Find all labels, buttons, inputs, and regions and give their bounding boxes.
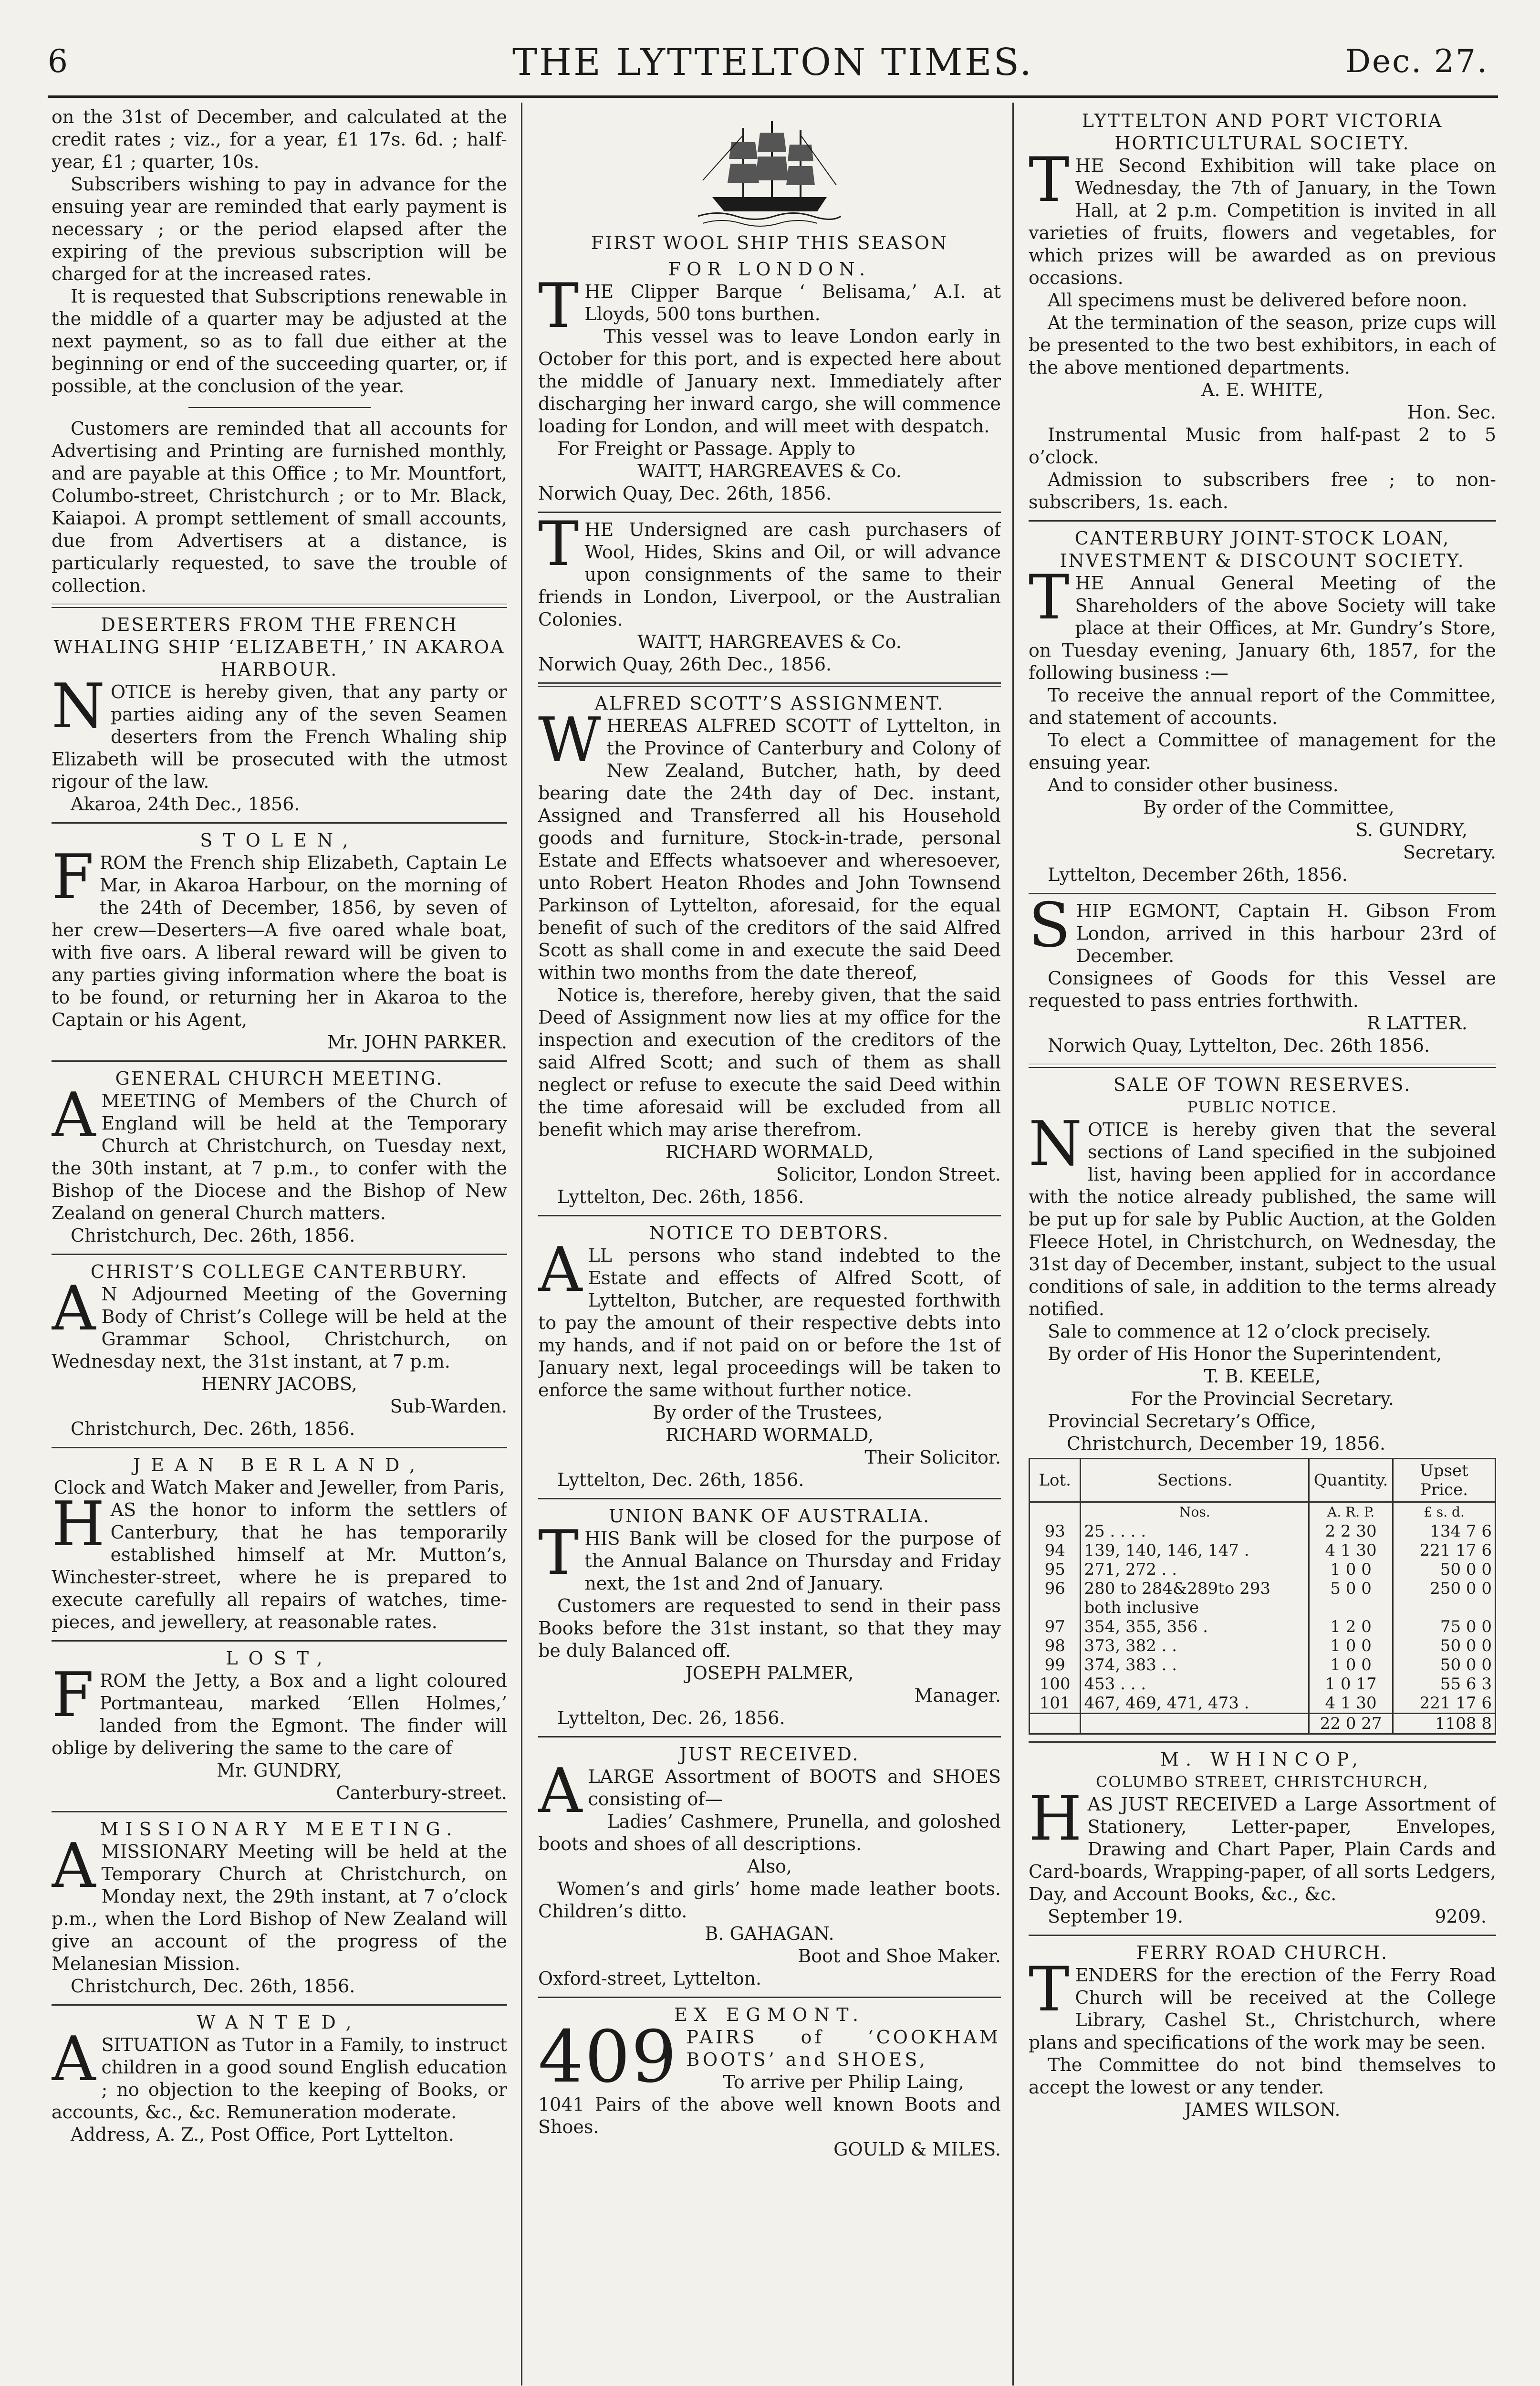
- table-cell: 1 0 0: [1309, 1636, 1393, 1655]
- table-row: [1030, 1579, 1496, 1617]
- ad-date-text: September 19.: [1048, 1906, 1184, 1927]
- ad-signature: JOSEPH PALMER,: [685, 1663, 854, 1684]
- table-cell: [1030, 1502, 1081, 1522]
- table-cell: 50 0 0: [1393, 1560, 1496, 1579]
- table-cell: 4 1 30: [1309, 1694, 1393, 1714]
- ad-body: HE Annual General Meeting of the Shareholders of the above Society will take place at their Offices, at Mr. Gundry’s Store, on Tuesday evening, January 6th, 1857, for the following business :—: [1029, 573, 1496, 683]
- table-row: [1030, 1617, 1496, 1636]
- table-cell: 5 0 0: [1309, 1579, 1393, 1617]
- ad-role: Manager.: [914, 1685, 1001, 1706]
- ad-body: HE Clipper Barque ‘ Belisama,’ A.I. at Lloyds, 500 tons burthen.: [584, 281, 1001, 324]
- ad-body: PAIRS of ‘COOKHAM BOOTS’ and SHOES,: [686, 2027, 1001, 2070]
- divider: [538, 512, 1001, 513]
- ad-heading: LYTTELTON AND PORT VICTORIA HORTICULTURAL SOCIETY.: [1082, 110, 1443, 154]
- masthead-rule: [48, 95, 1498, 98]
- horticultural-ad: [1029, 110, 1496, 513]
- ad-signature: WAITT, HARGREAVES & Co.: [637, 631, 902, 652]
- drop-cap: T: [1029, 145, 1070, 216]
- table-cell: 134 7 6: [1393, 1522, 1496, 1541]
- deserters-ad: [52, 614, 507, 816]
- ship-egmont-ad: [1029, 890, 1496, 1057]
- ferry-road-ad: [1029, 1942, 1496, 2121]
- table-cell: Nos.: [1081, 1502, 1309, 1522]
- wool-ship-ad: [538, 109, 1001, 505]
- ad-place: Christchurch, Dec. 26th, 1856.: [71, 1976, 355, 1997]
- ad-body: Admission to subscribers free ; to non-subscribers, 1s. each.: [1029, 469, 1496, 513]
- stolen-ad: [52, 829, 507, 1054]
- table-cell: 100: [1030, 1674, 1081, 1694]
- ad-heading: DESERTERS FROM THE FRENCH WHALING SHIP ‘ELIZABETH,’ IN AKAROA HARBOUR.: [53, 614, 505, 680]
- table-cell: 95: [1030, 1560, 1081, 1579]
- column-2: [538, 106, 1001, 2386]
- table-cell: £ s. d.: [1393, 1502, 1496, 1522]
- table-cell: A. R. P.: [1309, 1502, 1393, 1522]
- drop-cap: A: [52, 1273, 96, 1344]
- ad-body: HIP EGMONT, Captain H. Gibson From London, arrived in this harbour 23rd of December.: [1076, 900, 1496, 966]
- ad-body: ROM the French ship Elizabeth, Captain Le Mar, in Akaroa Harbour, on the morning of the 24th of December, 1856, by seven of her crew—Deserters—A five oared whale boat, with five oars. A liberal reward will be given to any parties giving information where the boat is to be found, or returning her in Akaroa to the Captain or his Agent,: [52, 852, 507, 1030]
- ad-place: Akaroa, 24th Dec., 1856.: [71, 794, 300, 815]
- ad-body: MEETING of Members of the Church of England will be held at the Temporary Church at Christchurch, on Tuesday next, the 30th instant, at 7 p.m., to confer with the Bishop of the Diocese and the Bishop of New Zealand on general Church matters.: [52, 1090, 507, 1224]
- ad-heading: EX EGMONT.: [674, 2004, 865, 2025]
- table-cell: 280 to 284&289to 293 both inclusive: [1081, 1579, 1309, 1617]
- column-3: [1029, 106, 1496, 2386]
- ad-body: LL persons who stand indebted to the Estate and effects of Alfred Scott, of Lyttelton, Butcher, are requested forthwith to pay the amount of their respective debts into my hands, and if not paid on or before the 1st of January next, legal proceedings will be taken to enforce the same without further notice.: [538, 1245, 1001, 1401]
- scott-assignment-ad: [538, 692, 1001, 1208]
- table-total-row: [1030, 1714, 1496, 1734]
- ad-body: To arrive per Philip Laing,: [723, 2072, 964, 2093]
- debtors-ad: [538, 1222, 1001, 1491]
- ad-address: Address, A. Z., Post Office, Port Lyttelton.: [71, 2124, 454, 2145]
- table-row: [1030, 1522, 1496, 1541]
- table-row: [1030, 1636, 1496, 1655]
- divider: [538, 1498, 1001, 1499]
- ad-body: At the termination of the season, prize cups will be presented to the two best exhibitors, in each of the above mentioned departments.: [1029, 312, 1496, 378]
- table-cell: 221 17 6: [1393, 1694, 1496, 1714]
- table-cell: 1 0 17: [1309, 1674, 1393, 1694]
- table-cell: 50 0 0: [1393, 1655, 1496, 1674]
- ad-heading: CHRIST’S COLLEGE CANTERBURY.: [90, 1261, 468, 1282]
- wool-buyers-ad: [538, 509, 1001, 676]
- ad-body: HIS Bank will be closed for the purpose of the Annual Balance on Thursday and Friday next, the 1st and 2nd of January.: [584, 1528, 1001, 1594]
- ad-signature: HENRY JACOBS,: [201, 1373, 357, 1394]
- ad-body: Sale to commence at 12 o’clock precisely.: [1048, 1321, 1431, 1342]
- page-title: THE LYTTELTON TIMES.: [512, 41, 1034, 84]
- ad-body: This vessel was to leave London early in October for this port, and is expected here about the middle of January next. Immediately after discharging her inward cargo, she will commence loading for London, and will meet with despatch.: [538, 326, 1001, 437]
- table-cell: 453 . . .: [1081, 1674, 1309, 1694]
- table-cell: 2 2 30: [1309, 1522, 1393, 1541]
- ad-body: The Committee do not bind themselves to accept the lowest or any tender.: [1029, 2054, 1496, 2098]
- column-header: Upset Price.: [1393, 1459, 1496, 1502]
- ad-place: Lyttelton, Dec. 26, 1856.: [557, 1707, 785, 1728]
- divider: [1029, 520, 1496, 522]
- ad-role: For the Provincial Secretary.: [1131, 1388, 1394, 1409]
- ad-body: ROM the Jetty, a Box and a light coloured Portmanteau, marked ‘Ellen Holmes,’ landed from the Egmont. The finder will oblige by delivering the same to the care of: [52, 1670, 507, 1758]
- divider: [52, 1447, 507, 1448]
- ad-body: HEREAS ALFRED SCOTT of Lyttelton, in the Province of Canterbury and Colony of New Zealand, Butcher, hath, by deed bearing date the 24th day of Dec. instant, Assigned and Transferred all his Household goods and furniture, Stock-in-trade, personal Estate and Effects whatsoever and wheresoever, unto Robert Heaton Rhodes and John Townsend Parkinson of Lyttelton, aforesaid, for the equal benefit of such of the creditors of the said Alfred Scott as shall come in and execute the said Deed within two months from the date thereof,: [538, 715, 1001, 983]
- ad-heading: JUST RECEIVED.: [679, 1744, 860, 1765]
- ad-place: Norwich Quay, 26th Dec., 1856.: [538, 654, 832, 675]
- ad-heading: MISSIONARY MEETING.: [100, 1819, 459, 1840]
- table-cell: 96: [1030, 1579, 1081, 1617]
- ad-date: [1029, 1905, 1496, 1928]
- ad-role: Their Solicitor.: [864, 1447, 1001, 1468]
- ad-signature: Mr. JOHN PARKER.: [327, 1032, 507, 1053]
- divider: [1029, 1064, 1496, 1068]
- ad-place: Christchurch, December 19, 1856.: [1067, 1433, 1386, 1454]
- table-cell: 271, 272 . .: [1081, 1560, 1309, 1579]
- divider: [538, 1215, 1001, 1216]
- divider: [1029, 1741, 1496, 1743]
- ad-heading: CANTERBURY JOINT-STOCK LOAN, INVESTMENT & DISCOUNT SOCIETY.: [1060, 528, 1465, 571]
- drop-cap: W: [538, 705, 601, 776]
- ad-body: AS the honor to inform the settlers of Canterbury, that he has temporarily established himself at Mr. Mutton’s, Winchester-street, where he is prepared to execute carefully all repairs of watches, time-pieces, and jewellery, at reasonable rates.: [52, 1499, 507, 1633]
- drop-cap: F: [52, 842, 94, 913]
- town-reserves-ad: [1029, 1074, 1496, 1735]
- loan-society-ad: [1029, 527, 1496, 886]
- ad-body: Notice is, therefore, hereby given, that the said Deed of Assignment now lies at my office for the inspection and execution of the creditors of the said Alfred Scott; and such of them as shall neglect or refuse to execute the said Deed within the time aforesaid will be excluded from all benefit which may arise therefrom.: [538, 984, 1001, 1140]
- drop-cap: T: [1029, 562, 1070, 633]
- divider: [1029, 893, 1496, 894]
- drop-cap: A: [52, 1831, 96, 1902]
- ad-body: Consignees of Goods for this Vessel are requested to pass entries forthwith.: [1029, 968, 1496, 1011]
- terms-paragraph: Subscribers wishing to pay in advance for the ensuing year are reminded that early payment is necessary ; or the period elapsed after the expiring of the previous subscription will be charged for at the increased rates.: [52, 174, 507, 284]
- divider: [1029, 1935, 1496, 1936]
- ad-heading: M. WHINCOP,: [1160, 1749, 1364, 1770]
- drop-cap: A: [52, 2024, 96, 2095]
- table-row: [1030, 1560, 1496, 1579]
- table-cell: 221 17 6: [1393, 1541, 1496, 1560]
- ad-order: By order of the Committee,: [1143, 797, 1394, 818]
- table-cell: [1030, 1714, 1081, 1734]
- ad-order: By order of His Honor the Superintendent,: [1048, 1343, 1442, 1364]
- column-header: Quantity.: [1309, 1459, 1393, 1502]
- ad-place: Lyttelton, Dec. 26th, 1856.: [557, 1469, 804, 1490]
- table-cell: 354, 355, 356 .: [1081, 1617, 1309, 1636]
- table-cell: 374, 383 . .: [1081, 1655, 1309, 1674]
- column-rule: [521, 103, 522, 2386]
- masthead: [48, 38, 1498, 91]
- agenda-item: And to consider other business.: [1048, 774, 1339, 795]
- terms-paragraph: It is requested that Subscriptions renewable in the middle of a quarter may be adjusted at the next payment, so as to fall due either at the beginning or end of the succeeding quarter, or, if possible, at the conclusion of the year.: [52, 286, 507, 397]
- ad-signature: GOULD & MILES.: [833, 2139, 1001, 2160]
- missionary-ad: [52, 1818, 507, 1998]
- ad-place: Canterbury-street.: [336, 1782, 507, 1803]
- ad-subheading: PUBLIC NOTICE.: [1187, 1098, 1338, 1116]
- ad-heading: UNION BANK OF AUSTRALIA.: [608, 1506, 931, 1527]
- table-cell: 373, 382 . .: [1081, 1636, 1309, 1655]
- table-cell: 139, 140, 146, 147 .: [1081, 1541, 1309, 1560]
- divider: [52, 604, 507, 608]
- ad-body: Ladies’ Cashmere, Prunella, and goloshed boots and shoes of all descriptions.: [538, 1811, 1001, 1854]
- ad-signature: JAMES WILSON.: [1184, 2099, 1341, 2120]
- ad-signature: Mr. GUNDRY,: [217, 1760, 342, 1781]
- divider: [52, 1811, 507, 1812]
- table-cell: 22 0 27: [1309, 1714, 1393, 1734]
- ad-body: 1041 Pairs of the above well known Boots and Shoes.: [538, 2094, 1001, 2137]
- church-meeting-ad: [52, 1067, 507, 1247]
- table-row: [1030, 1694, 1496, 1714]
- ad-office: Provincial Secretary’s Office,: [1048, 1411, 1316, 1432]
- table-cell: 101: [1030, 1694, 1081, 1714]
- table-row: [1030, 1674, 1496, 1694]
- table-cell: 75 0 0: [1393, 1617, 1496, 1636]
- ad-heading: SALE OF TOWN RESERVES.: [1113, 1074, 1412, 1095]
- drop-cap: T: [538, 1517, 579, 1589]
- drop-cap: H: [1029, 1783, 1082, 1854]
- ad-body: MISSIONARY Meeting will be held at the Temporary Church at Christchurch, on Monday next, the 29th instant, at 7 o’clock p.m., when the Lord Bishop of New Zealand will give an account of the progress of the Melanesian Mission.: [52, 1841, 507, 1974]
- subscription-terms: [52, 106, 507, 398]
- ad-body: All specimens must be delivered before noon.: [1048, 290, 1467, 311]
- drop-cap: N: [52, 671, 105, 742]
- ad-heading: FIRST WOOL SHIP THIS SEASON: [591, 232, 948, 253]
- ad-body: Customers are requested to send in their pass Books before the 31st instant, so that they may be duly Balanced off.: [538, 1595, 1001, 1661]
- ad-heading: FERRY ROAD CHURCH.: [1136, 1942, 1389, 1963]
- divider: [52, 1640, 507, 1642]
- divider: [538, 682, 1001, 687]
- table-cell: 94: [1030, 1541, 1081, 1560]
- table-cell: 97: [1030, 1617, 1081, 1636]
- ad-subheading: COLUMBO STREET, CHRISTCHURCH,: [1096, 1773, 1429, 1791]
- wanted-ad: [52, 2011, 507, 2146]
- berland-ad: [52, 1454, 507, 1633]
- divider: [538, 1997, 1001, 1998]
- lost-ad: [52, 1647, 507, 1804]
- whincop-ad: [1029, 1748, 1496, 1928]
- divider: [188, 407, 371, 408]
- table-header-row: [1030, 1459, 1496, 1502]
- ad-role: Boot and Shoe Maker.: [798, 1946, 1001, 1967]
- drop-cap: T: [538, 509, 579, 580]
- ad-heading: ALFRED SCOTT’S ASSIGNMENT.: [594, 693, 945, 714]
- ad-place: Christchurch, Dec. 26th, 1856.: [71, 1418, 355, 1439]
- ad-subheading: Clock and Watch Maker and Jeweller, from Paris,: [53, 1477, 505, 1498]
- divider: [52, 1254, 507, 1255]
- divider: [52, 822, 507, 824]
- table-row: [1030, 1655, 1496, 1674]
- ad-signature: S. GUNDRY,: [1355, 819, 1467, 840]
- ad-body: OTICE is hereby given that the several sections of Land specified in the subjoined list, having been applied for in accordance with the notice already published, the same will be put up for sale by Public Auction, at the Golden Fleece Hotel, in Christchurch, on Wednesday, the 31st day of December, instant, subject to the usual conditions of sale, in addition to the terms already notified.: [1029, 1119, 1496, 1319]
- table-cell: 1 0 0: [1309, 1560, 1393, 1579]
- ad-body: LARGE Assortment of BOOTS and SHOES consisting of—: [588, 1766, 1001, 1810]
- ad-role: Sub-Warden.: [390, 1396, 507, 1417]
- ad-signature: A. E. WHITE,: [1201, 379, 1323, 400]
- drop-cap: S: [1029, 890, 1071, 961]
- table-cell: 250 0 0: [1393, 1579, 1496, 1617]
- ad-order: By order of the Trustees,: [653, 1402, 883, 1423]
- ad-signature: RICHARD WORMALD,: [665, 1424, 874, 1445]
- table-row: [1030, 1541, 1496, 1560]
- column-1: [52, 106, 507, 2386]
- drop-cap: A: [538, 1756, 583, 1827]
- ad-body: Instrumental Music from half-past 2 to 5 o’clock.: [1029, 424, 1496, 468]
- ad-place: Norwich Quay, Dec. 26th, 1856.: [538, 483, 832, 504]
- drop-cap: T: [538, 271, 579, 342]
- ad-place: Lyttelton, December 26th, 1856.: [1048, 864, 1348, 885]
- ad-body: Women’s and girls’ home made leather boots. Children’s ditto.: [538, 1878, 1001, 1922]
- ad-signature: WAITT, HARGREAVES & Co.: [637, 460, 902, 481]
- table-subheader-row: [1030, 1502, 1496, 1522]
- agenda-item: To receive the annual report of the Committee, and statement of accounts.: [1029, 685, 1496, 728]
- ad-role: Hon. Sec.: [1407, 402, 1496, 423]
- drop-cap: A: [52, 1080, 96, 1151]
- table-cell: 4 1 30: [1309, 1541, 1393, 1560]
- ad-role: Solicitor, London Street.: [776, 1164, 1001, 1185]
- customers-notice: Customers are reminded that all accounts for Advertising and Printing are furnished monthly, and are payable at this Office ; to Mr. Mountfort, Columbo-street, Christchurch ; or to Mr. Black, Kaiapoi. A prompt settlement of small accounts, due from Advertisers at a distance, is particularly requested, to save the trouble of collection.: [52, 418, 507, 596]
- divider: [52, 1060, 507, 1062]
- drop-cap: A: [538, 1235, 583, 1306]
- sailing-ship-icon: [698, 109, 841, 228]
- drop-cap: H: [52, 1489, 105, 1560]
- ad-signature: R LATTER.: [1366, 1013, 1467, 1034]
- drop-cap: N: [1029, 1109, 1082, 1180]
- page-number: 6: [48, 43, 68, 80]
- table-cell: 98: [1030, 1636, 1081, 1655]
- ad-body: HE Second Exhibition will take place on Wednesday, the 7th of January, in the Town Hall, at 2 p.m. Competition is invited in all varieties of fruits, flowers and vegetables, for which prizes will be awarded as on previous occasions.: [1029, 155, 1496, 288]
- ad-body: ENDERS for the erection of the Ferry Road Church will be received at the College Library, Cashel St., Christchurch, where plans and specifications of the work may be seen.: [1029, 1965, 1496, 2053]
- column-rule: [1012, 103, 1014, 2386]
- ad-apply: For Freight or Passage. Apply to: [557, 438, 855, 459]
- table-cell: 50 0 0: [1393, 1636, 1496, 1655]
- issue-date: Dec. 27.: [1345, 43, 1488, 80]
- table-cell: 99: [1030, 1655, 1081, 1674]
- drop-cap: F: [52, 1660, 94, 1731]
- ad-signature: T. B. KEELE,: [1204, 1366, 1321, 1387]
- ad-also: Also,: [747, 1856, 792, 1877]
- table-cell: 467, 469, 471, 473 .: [1081, 1694, 1309, 1714]
- terms-paragraph: on the 31st of December, and calculated at the credit rates ; viz., for a year, £1 17s. 6d. ; half-year, £1 ; quarter, 10s.: [52, 106, 507, 172]
- column-header: Sections.: [1081, 1459, 1309, 1502]
- agenda-item: To elect a Committee of management for the ensuing year.: [1029, 730, 1496, 773]
- ad-heading: LOST,: [226, 1648, 333, 1669]
- ad-place: Christchurch, Dec. 26th, 1856.: [71, 1225, 355, 1246]
- egmont-boots-ad: [538, 2004, 1001, 2161]
- ad-signature: B. GAHAGAN.: [705, 1923, 834, 1944]
- ad-place: Norwich Quay, Lyttelton, Dec. 26th 1856.: [1048, 1035, 1430, 1056]
- table-cell: 55 6 3: [1393, 1674, 1496, 1694]
- column-header: Lot.: [1030, 1459, 1081, 1502]
- college-ad: [52, 1261, 507, 1440]
- ad-subheading: FOR LONDON.: [668, 259, 871, 280]
- ad-place: Lyttelton, Dec. 26th, 1856.: [557, 1186, 804, 1207]
- ad-heading: NOTICE TO DEBTORS.: [649, 1223, 890, 1244]
- quantity-number: 409: [538, 2016, 678, 2099]
- table-cell: 93: [1030, 1522, 1081, 1541]
- ad-body: AS JUST RECEIVED a Large Assortment of Stationery, Letter-paper, Envelopes, Drawing and Chart Paper, Plain Cards and Card-boards, Wrapping-paper, of all sorts Ledgers, Day, and Account Books, &c., &c.: [1029, 1794, 1496, 1905]
- ad-role: Secretary.: [1403, 842, 1496, 863]
- ad-heading: WANTED,: [197, 2012, 362, 2033]
- table-cell: [1081, 1714, 1309, 1734]
- lots-table: [1029, 1458, 1496, 1735]
- ad-code: 9209.: [1435, 1906, 1487, 1927]
- table-cell: 1108 8: [1393, 1714, 1496, 1734]
- ad-heading: STOLEN,: [200, 830, 359, 851]
- union-bank-ad: [538, 1505, 1001, 1729]
- just-received-ad: [538, 1743, 1001, 1990]
- table-cell: 1 2 0: [1309, 1617, 1393, 1636]
- ad-body: N Adjourned Meeting of the Governing Body of Christ’s College will be held at the Grammar School, Christchurch, on Wednesday next, the 31st instant, at 7 p.m.: [52, 1284, 507, 1372]
- ad-heading: JEAN BERLAND,: [133, 1455, 426, 1476]
- ad-heading: GENERAL CHURCH MEETING.: [115, 1068, 444, 1089]
- divider: [538, 1736, 1001, 1737]
- divider: [52, 2004, 507, 2006]
- ad-place: Oxford-street, Lyttelton.: [538, 1968, 762, 1989]
- ad-signature: RICHARD WORMALD,: [665, 1141, 874, 1162]
- table-cell: 25 . . . .: [1081, 1522, 1309, 1541]
- drop-cap: T: [1029, 1954, 1070, 2025]
- ad-body: SITUATION as Tutor in a Family, to instruct children in a good sound English education ; no objection to the keeping of Books, or accounts, &c., &c. Remuneration moderate.: [52, 2034, 507, 2123]
- table-cell: 1 0 0: [1309, 1655, 1393, 1674]
- ad-body: HE Undersigned are cash purchasers of Wool, Hides, Skins and Oil, or will advance upon consignments of the same to their friends in London, Liverpool, or the Australian Colonies.: [538, 519, 1001, 630]
- ad-body: OTICE is hereby given, that any party or parties aiding any of the seven Seamen deserters from the French Whaling ship Elizabeth will be prosecuted with the utmost rigour of the law.: [52, 681, 507, 792]
